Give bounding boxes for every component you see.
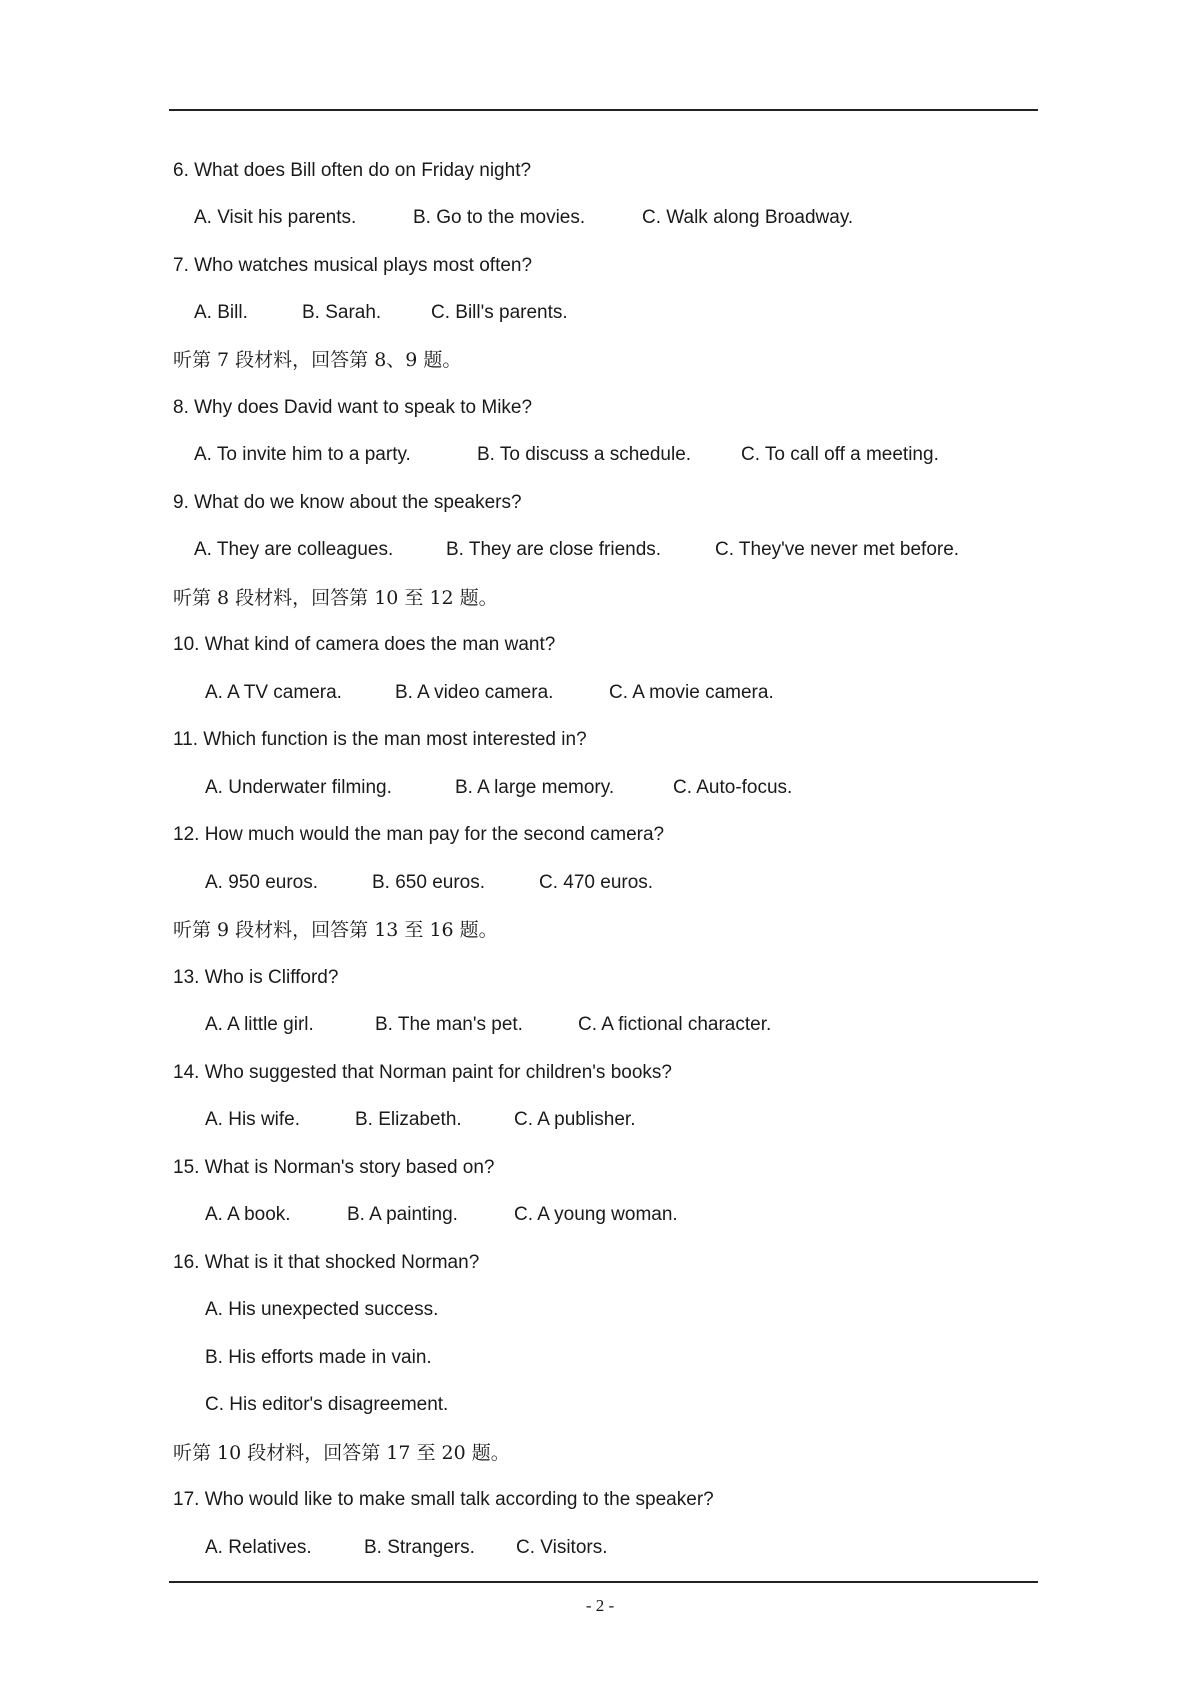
section-heading-7: 听第 7 段材料，回答第 8、9 题。 <box>173 349 462 371</box>
q12-option-c: C. 470 euros. <box>539 872 654 893</box>
question-6: 6. What does Bill often do on Friday night? <box>173 160 532 181</box>
q16-option-a: A. His unexpected success. <box>205 1299 439 1320</box>
page-number: - 2 - <box>585 1596 615 1615</box>
q16-option-b: B. His efforts made in vain. <box>205 1347 432 1368</box>
q12-option-a: A. 950 euros. <box>205 872 319 893</box>
q8-option-a: A. To invite him to a party. <box>194 444 411 465</box>
section-heading-10: 听第 10 段材料，回答第 17 至 20 题。 <box>173 1442 510 1464</box>
q10-option-b: B. A video camera. <box>395 682 554 703</box>
q13-option-c: C. A fictional character. <box>578 1014 772 1035</box>
question-16: 16. What is it that shocked Norman? <box>173 1252 480 1273</box>
q13-option-b: B. The man's pet. <box>375 1014 523 1035</box>
q7-option-b: B. Sarah. <box>302 302 382 323</box>
q13-option-a: A. A little girl. <box>205 1014 314 1035</box>
q10-option-a: A. A TV camera. <box>205 682 342 703</box>
question-15: 15. What is Norman's story based on? <box>173 1157 495 1178</box>
q14-option-a: A. His wife. <box>205 1109 301 1130</box>
question-10: 10. What kind of camera does the man want? <box>173 634 556 655</box>
section-heading-8: 听第 8 段材料，回答第 10 至 12 题。 <box>173 587 498 609</box>
question-9: 9. What do we know about the speakers? <box>173 492 522 513</box>
q6-option-c: C. Walk along Broadway. <box>642 207 854 228</box>
question-13: 13. Who is Clifford? <box>173 967 339 988</box>
q10-option-c: C. A movie camera. <box>609 682 774 703</box>
q14-option-c: C. A publisher. <box>514 1109 636 1130</box>
q15-option-b: B. A painting. <box>347 1204 458 1225</box>
q7-option-a: A. Bill. <box>194 302 248 323</box>
q11-option-a: A. Underwater filming. <box>205 777 392 798</box>
question-7: 7. Who watches musical plays most often? <box>173 255 533 276</box>
q7-option-c: C. Bill's parents. <box>431 302 568 323</box>
q8-option-c: C. To call off a meeting. <box>741 444 939 465</box>
q11-option-c: C. Auto-focus. <box>673 777 793 798</box>
q8-option-b: B. To discuss a schedule. <box>477 444 692 465</box>
q17-option-b: B. Strangers. <box>364 1537 475 1558</box>
question-17: 17. Who would like to make small talk according to the speaker? <box>173 1489 714 1510</box>
q17-option-c: C. Visitors. <box>516 1537 608 1558</box>
q9-option-b: B. They are close friends. <box>446 539 662 560</box>
q12-option-b: B. 650 euros. <box>372 872 486 893</box>
q15-option-a: A. A book. <box>205 1204 291 1225</box>
q15-option-c: C. A young woman. <box>514 1204 678 1225</box>
q6-option-b: B. Go to the movies. <box>413 207 586 228</box>
section-heading-9: 听第 9 段材料，回答第 13 至 16 题。 <box>173 919 498 941</box>
question-14: 14. Who suggested that Norman paint for children's books? <box>173 1062 672 1083</box>
q17-option-a: A. Relatives. <box>205 1537 312 1558</box>
q9-option-c: C. They've never met before. <box>715 539 960 560</box>
q9-option-a: A. They are colleagues. <box>194 539 394 560</box>
question-12: 12. How much would the man pay for the second camera? <box>173 824 665 845</box>
q14-option-b: B. Elizabeth. <box>355 1109 462 1130</box>
footer-rule <box>169 1581 1038 1583</box>
q11-option-b: B. A large memory. <box>455 777 615 798</box>
question-8: 8. Why does David want to speak to Mike? <box>173 397 533 418</box>
q16-option-c: C. His editor's disagreement. <box>205 1394 449 1415</box>
header-rule <box>169 109 1038 111</box>
q6-option-a: A. Visit his parents. <box>194 207 357 228</box>
question-11: 11. Which function is the man most interested in? <box>173 729 587 750</box>
